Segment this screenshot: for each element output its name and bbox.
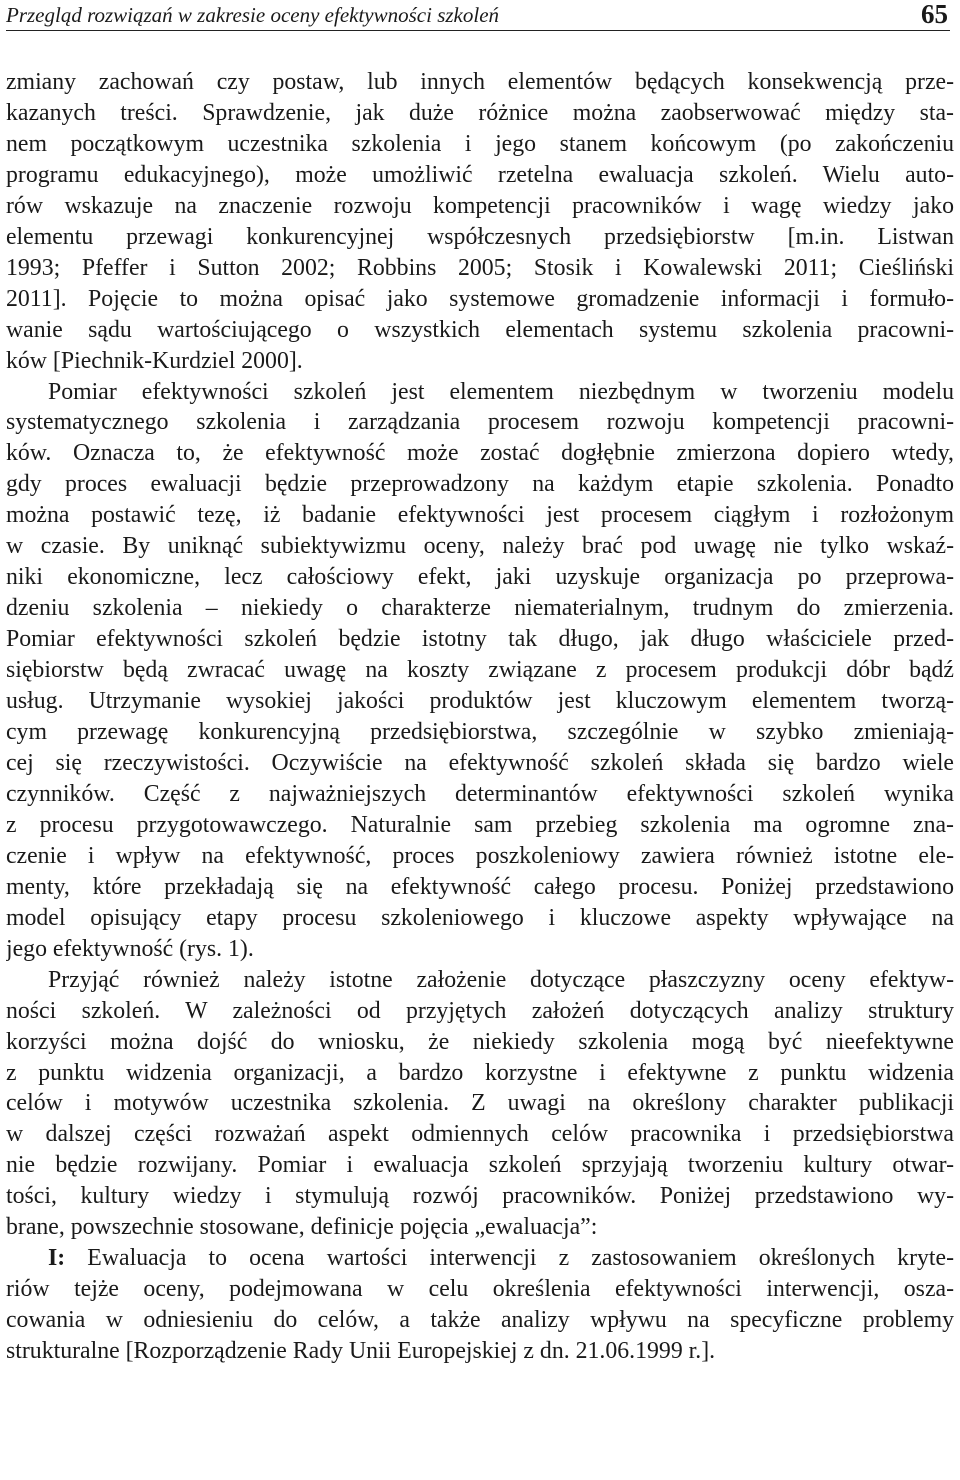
- text-line: 1993; Pfeffer i Sutton 2002; Robbins 2005; Stosik i Kowalewski 2011; Cieśliński: [6, 254, 954, 281]
- text-line: wanie sądu wartościującego o wszystkich elementach systemu szkolenia pracowni-: [6, 316, 954, 343]
- text-line: można postawić tezę, iż badanie efektywności jest procesem ciągłym i rozłożonym: [6, 502, 954, 529]
- text-line: w dalszej części rozważań aspekt odmiennych celów pracownika i przedsiębiorstwa: [6, 1121, 954, 1148]
- body-text: [6, 67, 954, 1367]
- text-line: z punktu widzenia organizacji, a bardzo korzystne i efektywne z punktu widzenia: [6, 1059, 954, 1086]
- text-line: nem początkowym uczestnika szkolenia i jego stanem końcowym (po zakończeniu: [6, 130, 954, 157]
- paragraph-2: [6, 377, 954, 965]
- paragraph-3: [6, 965, 954, 1244]
- text-line: czenie i wpływ na efektywność, proces poszkoleniowy zawiera również istotne ele-: [6, 842, 954, 869]
- paragraph-1: [6, 67, 954, 377]
- text-line: model opisujący etapy procesu szkoleniowego i kluczowe aspekty wpływające na: [6, 904, 954, 931]
- text-line: siębiorstw będą zwracać uwagę na koszty związane z procesem produkcji dóbr bądź: [6, 657, 954, 684]
- text-line: Pomiar efektywności szkoleń jest elementem niezbędnym w tworzeniu modelu: [48, 378, 954, 405]
- text-line: ności szkoleń. W zależności od przyjętych założeń dotyczących analizy struktury: [6, 997, 954, 1024]
- definition-text: Ewaluacja to ocena wartości interwencji z zastosowaniem określonych kryte-: [65, 1245, 954, 1272]
- text-line: ków. Oznacza to, że efektywność może zostać dogłębnie zmierzona dopiero wtedy,: [6, 440, 954, 467]
- text-line: nie będzie rozwijany. Pomiar i ewaluacja szkoleń sprzyjają tworzeniu kultury otwar-: [6, 1152, 954, 1179]
- text-line: brane, powszechnie stosowane, definicje pojęcia „ewaluacja”:: [6, 1214, 598, 1241]
- definition-marker: I:: [48, 1245, 66, 1272]
- text-line: dzeniu szkolenia – niekiedy o charakterze niematerialnym, trudnym do zmierzenia.: [6, 595, 954, 622]
- text-line: niki ekonomiczne, lecz całościowy efekt, jaki uzyskuje organizacja po przeprowa-: [6, 564, 954, 591]
- definition-first-line: [6, 1243, 954, 1274]
- text-line: gdy proces ewaluacji będzie przeprowadzony na każdym etapie szkolenia. Ponadto: [6, 471, 954, 498]
- text-line: celów i motywów uczestnika szkolenia. Z uwagi na określony charakter publikacji: [6, 1090, 954, 1117]
- text-line: systematycznego szkolenia i zarządzania procesem rozwoju kompetencji pracowni-: [6, 409, 954, 436]
- text-line: Przyjąć również należy istotne założenie dotyczące płaszczyzny oceny efektyw-: [48, 966, 954, 993]
- text-line: cowania w odniesieniu do celów, a także analizy wpływu na specyficzne problemy: [6, 1307, 954, 1334]
- text-line: tości, kultury wiedzy i stymulują rozwój pracowników. Poniżej przedstawiono wy-: [6, 1183, 954, 1210]
- text-line: programu edukacyjnego), może umożliwić rzetelna ewaluacja szkoleń. Wielu auto-: [6, 161, 954, 188]
- text-line: jego efektywność (rys. 1).: [6, 935, 254, 962]
- text-line: w czasie. By uniknąć subiektywizmu oceny, należy brać pod uwagę nie tylko wskaź-: [6, 533, 954, 560]
- text-line: menty, które przekładają się na efektywność całego procesu. Poniżej przedstawiono: [6, 873, 954, 900]
- text-line: korzyści można dojść do wniosku, że niekiedy szkolenia mogą być nieefektywne: [6, 1028, 954, 1055]
- definition-block: [6, 1243, 954, 1367]
- text-line: czynników. Część z najważniejszych determinantów efektywności szkoleń wynika: [6, 780, 954, 807]
- text-line: cej się rzeczywistości. Oczywiście na efektywność szkoleń składa się bardzo wiele: [6, 749, 954, 776]
- running-header: [6, 0, 950, 31]
- text-line: z procesu przygotowawczego. Naturalnie sam przebieg szkolenia ma ogromne zna-: [6, 811, 954, 838]
- text-line: cym przewagę konkurencyjną przedsiębiorstwa, szczególnie w szybko zmieniają-: [6, 719, 954, 746]
- text-line: riów tejże oceny, podejmowana w celu określenia efektywności interwencji, osza-: [6, 1276, 954, 1303]
- text-line: ków [Piechnik-Kurdziel 2000].: [6, 347, 303, 374]
- text-line: zmiany zachowań czy postaw, lub innych elementów będących konsekwencją prze-: [6, 69, 954, 95]
- running-title: Przegląd rozwiązań w zakresie oceny efektywności szkoleń: [6, 3, 500, 27]
- text-line: Pomiar efektywności szkoleń będzie istotny tak długo, jak długo właściciele przed-: [6, 626, 954, 653]
- text-line: usług. Utrzymanie wysokiej jakości produktów jest kluczowym elementem tworzą-: [6, 688, 954, 715]
- text-line: strukturalne [Rozporządzenie Rady Unii Europejskiej z dn. 21.06.1999 r.].: [6, 1338, 716, 1365]
- page-number: 65: [921, 0, 948, 29]
- text-line: rów wskazuje na znaczenie rozwoju kompetencji pracowników i wagę wiedzy jako: [6, 192, 954, 219]
- text-line: elementu przewagi konkurencyjnej współczesnych przedsiębiorstw [m.in. Listwan: [6, 223, 954, 250]
- text-line: kazanych treści. Sprawdzenie, jak duże różnice można zaobserwować między sta-: [6, 99, 954, 126]
- text-line: 2011]. Pojęcie to można opisać jako systemowe gromadzenie informacji i formuło-: [6, 285, 954, 312]
